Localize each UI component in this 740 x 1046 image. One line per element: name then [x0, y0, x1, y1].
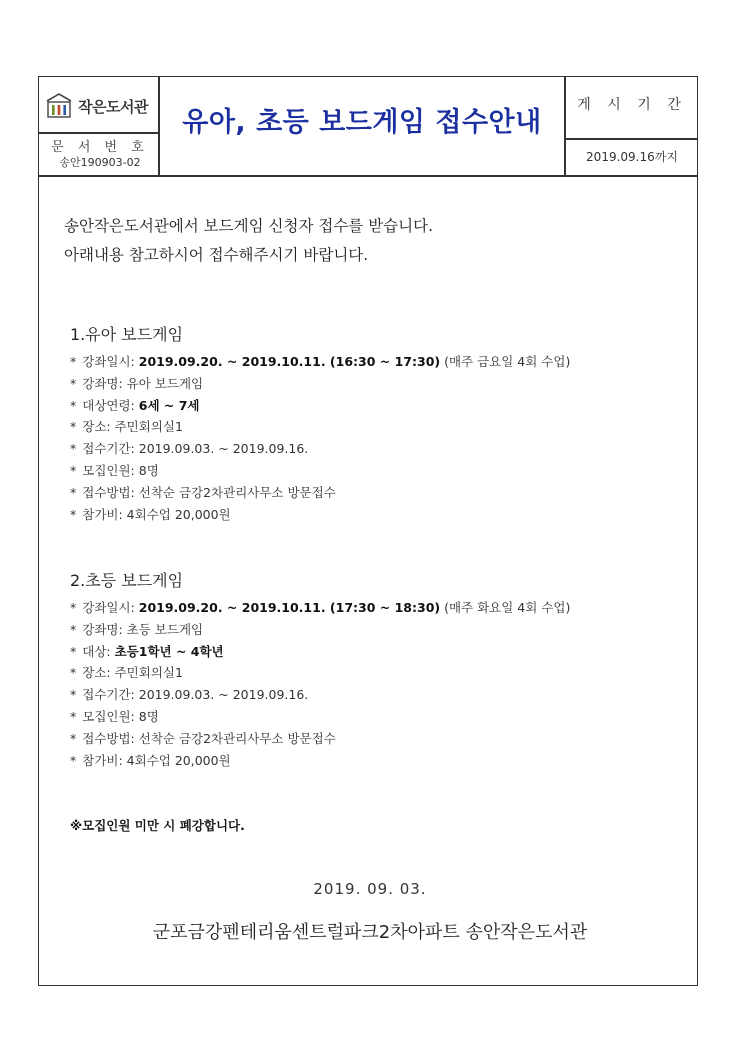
logo-text: 작은도서관: [78, 97, 148, 116]
list-item: * 강좌명: 유아 보드게임: [70, 375, 204, 391]
list-item: * 강좌일시: 2019.09.20. ~ 2019.10.11. (17:30 ~ 18:30) (매주 화요일 4회 수업): [70, 600, 571, 615]
list-item: * 접수기간: 2019.09.03. ~ 2019.09.16.: [70, 441, 309, 457]
section-title: 1.유아 보드게임: [70, 325, 184, 344]
section-kindergarten: [70, 322, 570, 525]
list-item: * 강좌명: 초등 보드게임: [70, 621, 204, 637]
period-divider: [564, 138, 698, 140]
intro-text: [64, 212, 433, 270]
section-title: 2.초등 보드게임: [70, 571, 184, 590]
issue-date: 2019. 09. 03.: [313, 880, 427, 898]
list-item: * 접수방법: 선착순 금강2차관리사무소 방문접수: [70, 730, 336, 746]
organization-name: 군포금강펜테리움센트럴파크2차아파트 송안작은도서관: [152, 922, 588, 943]
list-item: * 장소: 주민회의실1: [70, 419, 183, 435]
doc-number: 송안190903-02: [59, 156, 141, 169]
section-elementary: [70, 568, 570, 771]
library-building-icon: [44, 92, 74, 120]
list-item: * 장소: 주민회의실1: [70, 665, 183, 681]
list-item: * 접수방법: 선착순 금강2차관리사무소 방문접수: [70, 484, 336, 500]
library-logo: [44, 86, 156, 126]
list-item: * 강좌일시: 2019.09.20. ~ 2019.10.11. (16:30 ~ 17:30) (매주 금요일 4회 수업): [70, 354, 571, 369]
intro-line: 송안작은도서관에서 보드게임 신청자 접수를 받습니다.: [64, 217, 434, 235]
posting-period-value: 2019.09.16까지: [586, 150, 678, 164]
list-item: * 대상연령: 6세 ~ 7세: [70, 397, 200, 413]
list-item: * 대상: 초등1학년 ~ 4학년: [70, 643, 224, 659]
page-title: 유아, 초등 보드게임 접수안내: [182, 107, 542, 138]
cancellation-notice: ※모집인원 미만 시 폐강합니다.: [70, 818, 245, 833]
list-item: * 접수기간: 2019.09.03. ~ 2019.09.16.: [70, 687, 309, 703]
doc-number-label: 문 서 번 호: [51, 140, 149, 155]
intro-line: 아래내용 참고하시어 접수해주시기 바랍니다.: [64, 246, 369, 264]
logo-docno-divider: [38, 132, 159, 134]
list-item: * 모집인원: 8명: [70, 708, 159, 724]
list-item: * 참가비: 4회수업 20,000원: [70, 752, 231, 768]
posting-period-label: 게 시 기 간: [577, 97, 687, 113]
header-bottom-line: [38, 175, 698, 177]
list-item: * 모집인원: 8명: [70, 462, 159, 478]
list-item: * 참가비: 4회수업 20,000원: [70, 506, 231, 522]
